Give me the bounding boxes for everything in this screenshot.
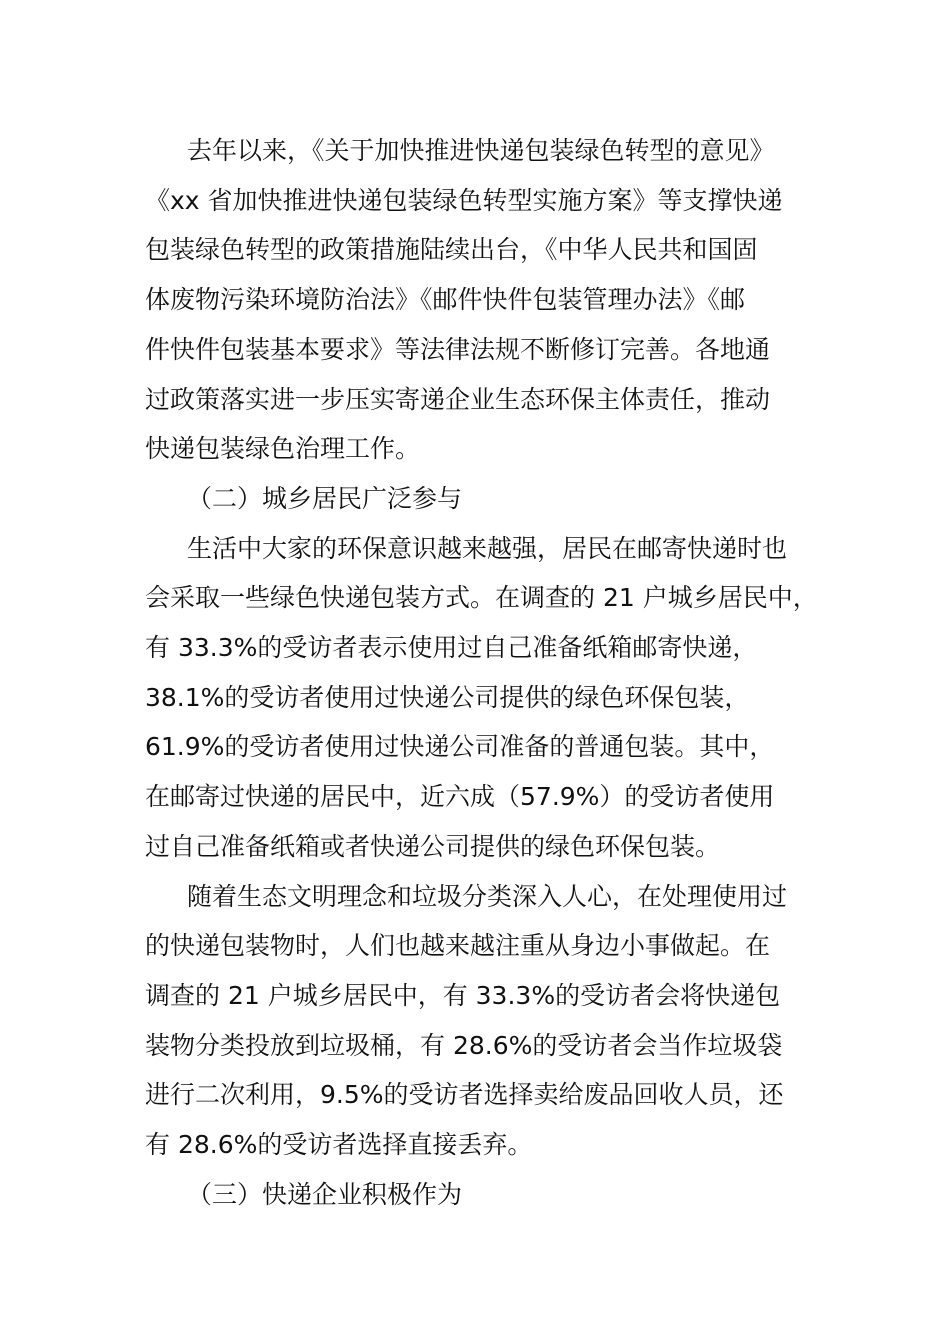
paragraph-line: 61.9%的受访者使用过快递公司准备的普通包装。其中， [145, 732, 775, 762]
paragraph-residents-packaging [145, 524, 827, 872]
paragraph-line: 随着生态文明理念和垃圾分类深入人心，在处理使用过 [187, 881, 788, 911]
paragraph-policy [145, 126, 827, 474]
paragraph-line: 在邮寄过快递的居民中，近六成（57.9%）的受访者使用 [145, 782, 775, 812]
paragraph-line: 进行二次利用，9.5%的受访者选择卖给废品回收人员，还 [145, 1080, 784, 1110]
paragraph-line: 会采取一些绿色快递包装方式。在调查的 21 户城乡居民中， [145, 583, 818, 613]
paragraph-line: 快递包装绿色治理工作。 [145, 434, 421, 464]
section-heading-enterprises: （三）快递企业积极作为 [187, 1179, 463, 1209]
paragraph-line: 装物分类投放到垃圾桶，有 28.6%的受访者会当作垃圾袋 [145, 1030, 783, 1060]
paragraph-line: 包装绿色转型的政策措施陆续出台，《中华人民共和国固 [145, 235, 758, 265]
document-body [145, 126, 827, 1219]
paragraph-line: 有 28.6%的受访者选择直接丢弃。 [145, 1130, 533, 1160]
paragraph-residents-disposal [145, 872, 827, 1170]
paragraph-line: 有 33.3%的受访者表示使用过自己准备纸箱邮寄快递， [145, 633, 758, 663]
paragraph-line: 生活中大家的环保意识越来越强，居民在邮寄快递时也 [187, 533, 788, 563]
paragraph-line: 件快件包装基本要求》等法律法规不断修订完善。各地通 [145, 334, 771, 364]
paragraph-line: 38.1%的受访者使用过快递公司提供的绿色环保包装， [145, 682, 750, 712]
paragraph-line: 调查的 21 户城乡居民中，有 33.3%的受访者会将快递包 [145, 980, 781, 1010]
paragraph-line: 过自己准备纸箱或者快递公司提供的绿色环保包装。 [145, 831, 721, 861]
paragraph-line: 《xx 省加快推进快递包装绿色转型实施方案》等支撑快递 [145, 185, 783, 215]
section-heading-residents: （二）城乡居民广泛参与 [187, 483, 463, 513]
paragraph-line: 去年以来，《关于加快推进快递包装绿色转型的意见》 [187, 136, 775, 165]
paragraph-line: 的快递包装物时，人们也越来越注重从身边小事做起。在 [145, 931, 771, 961]
paragraph-line: 过政策落实进一步压实寄递企业生态环保主体责任，推动 [145, 384, 771, 414]
paragraph-line: 体废物污染环境防治法》《邮件快件包装管理办法》《邮 [145, 285, 746, 315]
